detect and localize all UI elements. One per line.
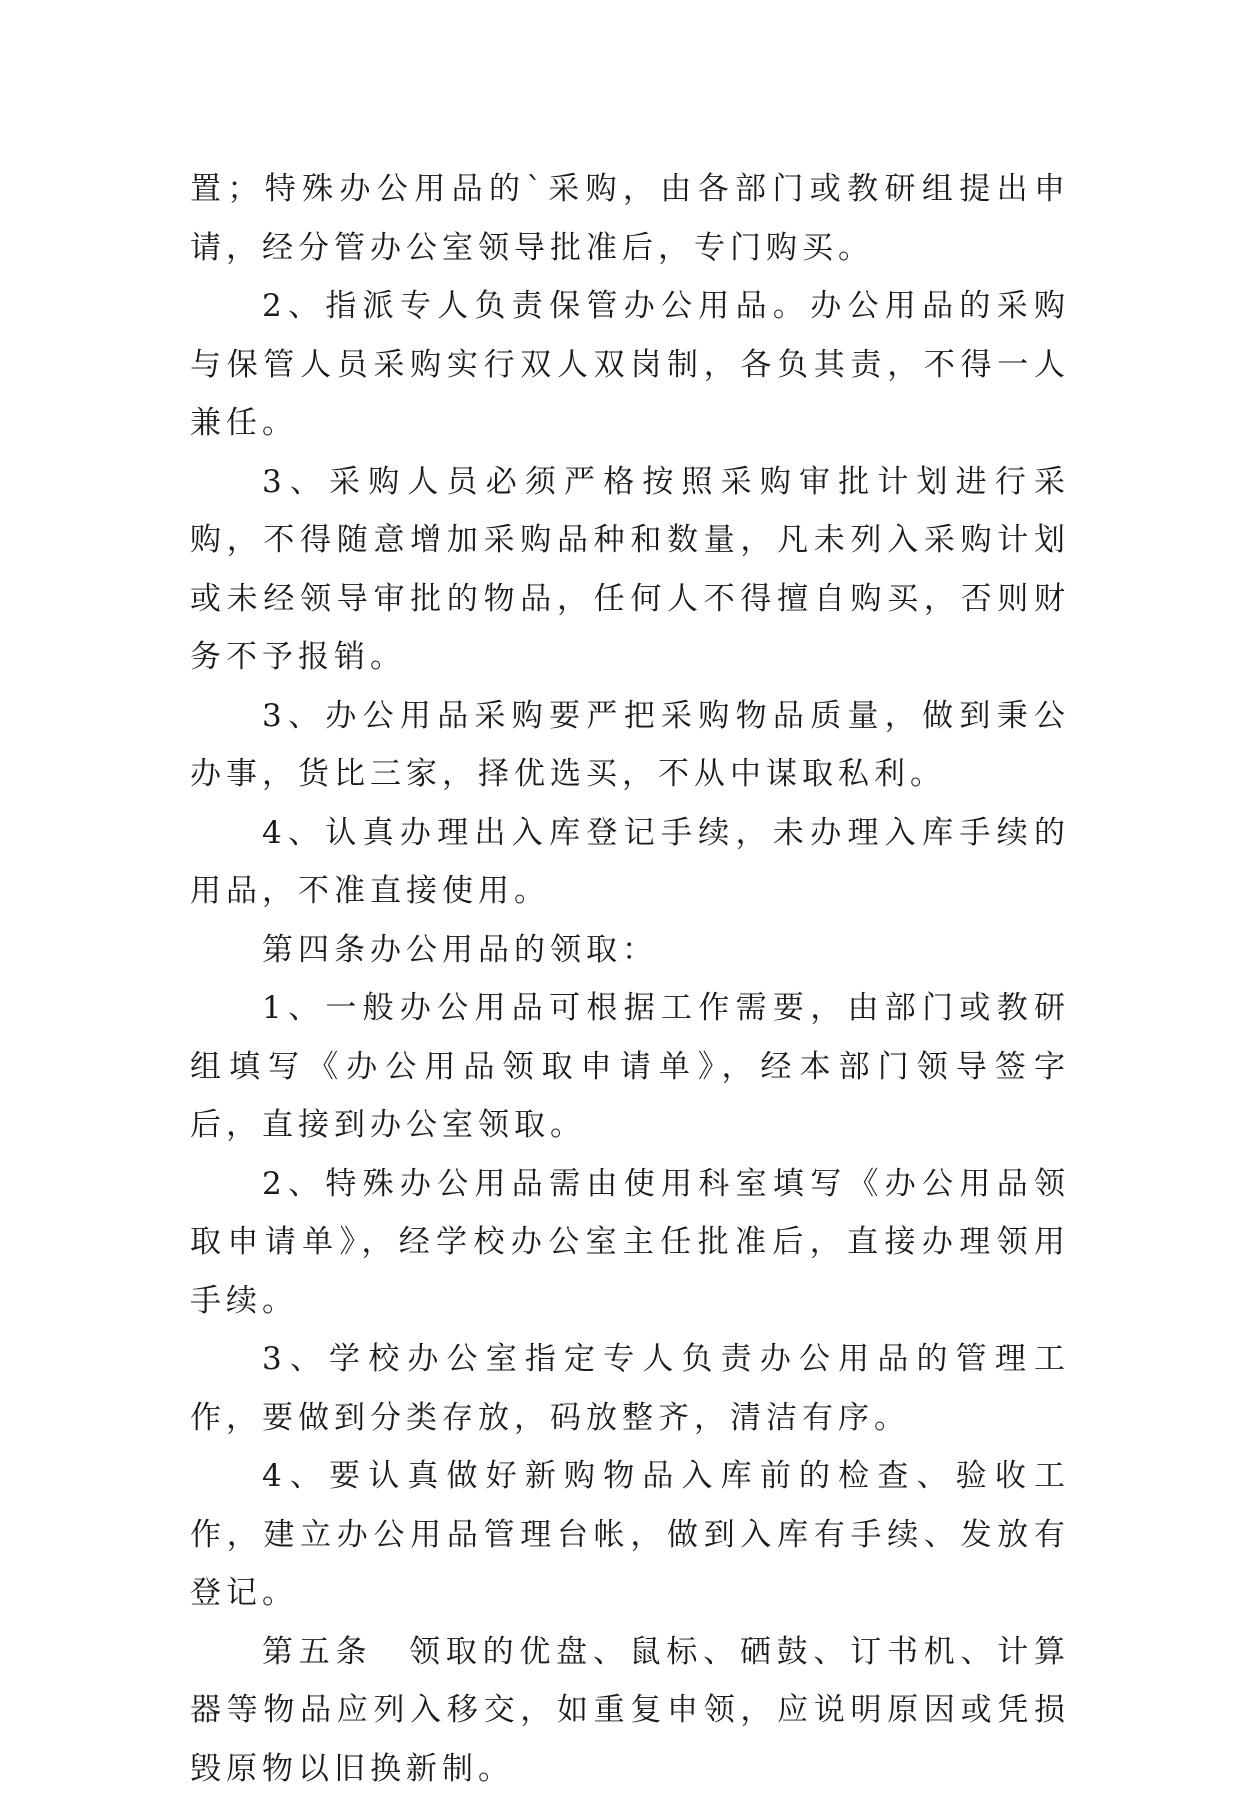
paragraph-2: 2、指派专人负责保管办公用品。办公用品的采购与保管人员采购实行双人双岗制，各负其责，不得一人兼任。 — [190, 277, 1070, 453]
paragraph-10: 4、要认真做好新购物品入库前的检查、验收工作，建立办公用品管理台帐，做到入库有手续、发放有登记。 — [190, 1447, 1070, 1623]
paragraph-article-5: 第五条 领取的优盘、鼠标、硒鼓、订书机、计算器等物品应列入移交，如重复申领，应说明原因或凭损毁原物以旧换新制。 — [190, 1623, 1070, 1798]
section-heading-article-4: 第四条办公用品的领取： — [190, 921, 1070, 980]
paragraph-4: 3、办公用品采购要严把采购物品质量，做到秉公办事，货比三家，择优选买，不从中谋取私利。 — [190, 687, 1070, 804]
paragraph-5: 4、认真办理出入库登记手续，未办理入库手续的用品，不准直接使用。 — [190, 804, 1070, 921]
paragraph-8: 2、特殊办公用品需由使用科室填写《办公用品领取申请单》，经学校办公室主任批准后，直接办理领用手续。 — [190, 1155, 1070, 1331]
paragraph-3: 3、采购人员必须严格按照采购审批计划进行采购，不得随意增加采购品种和数量，凡未列入采购计划或未经领导审批的物品，任何人不得擅自购买，否则财务不予报销。 — [190, 453, 1070, 687]
paragraph-1: 置；特殊办公用品的`采购，由各部门或教研组提出申请，经分管办公室领导批准后，专门购买。 — [190, 160, 1070, 277]
document-page — [190, 160, 1070, 1798]
paragraph-7: 1、一般办公用品可根据工作需要，由部门或教研组填写《办公用品领取申请单》，经本部门领导签字后，直接到办公室领取。 — [190, 979, 1070, 1155]
paragraph-9: 3、学校办公室指定专人负责办公用品的管理工作，要做到分类存放，码放整齐，清洁有序。 — [190, 1330, 1070, 1447]
